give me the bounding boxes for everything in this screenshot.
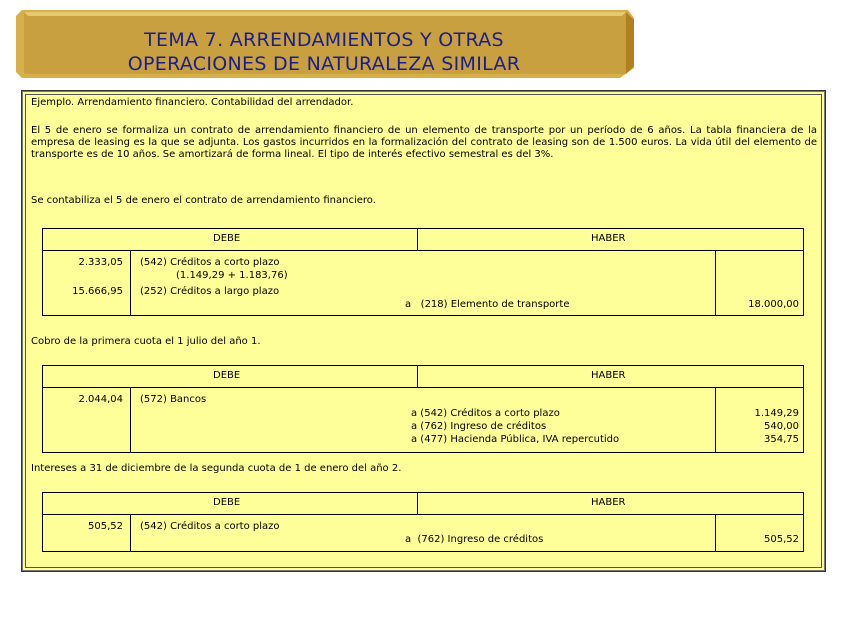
debit-account: (542) Créditos a corto plazo — [140, 521, 280, 532]
table-header — [43, 229, 803, 251]
journal-table-2 — [42, 365, 804, 453]
debit-detail: (1.149,29 + 1.183,76) — [176, 270, 288, 281]
haber-header: HABER — [591, 497, 626, 508]
debit-account: (572) Bancos — [140, 394, 207, 405]
table-header — [43, 493, 803, 515]
debe-header: DEBE — [213, 370, 241, 381]
page-title: TEMA 7. ARRENDAMIENTOS Y OTRAS OPERACIONES DE NATURALEZA SIMILAR — [127, 29, 521, 75]
credit-amount: 540,00 — [764, 421, 799, 432]
credit-amount: 1.149,29 — [754, 408, 799, 419]
credit-amount: 18.000,00 — [748, 299, 799, 310]
credit-amount: 505,52 — [764, 534, 799, 545]
example-heading: Ejemplo. Arrendamiento financiero. Contabilidad del arrendador. — [31, 97, 354, 108]
credit-account: a (218) Elemento de transporte — [405, 299, 570, 310]
debit-account: (252) Créditos a largo plazo — [140, 286, 280, 297]
haber-header: HABER — [591, 233, 626, 244]
title-banner — [14, 8, 634, 78]
credit-account: a (762) Ingreso de créditos — [411, 421, 547, 432]
example-paragraph: El 5 de enero se formaliza un contrato de arrendamiento financiero de un elemento de transporte por un período de 6 años. La tabla financiera de la empresa de leasing es la que se adjunta. Los gastos incurridos en la formalización del contrato de leasing son de 1.500 euros. La vida útil del elemento de transporte es de 10 años. Se amortizará de forma lineal. El tipo de interés efectivo semestral es del 3%. — [31, 125, 817, 160]
debit-amount: 505,52 — [88, 521, 123, 532]
table-header — [43, 366, 803, 388]
journal-table-3 — [42, 492, 804, 552]
debe-header: DEBE — [213, 233, 241, 244]
intro-text-3: Intereses a 31 de diciembre de la segunda cuota de 1 de enero del año 2. — [31, 463, 402, 474]
debit-account: (542) Créditos a corto plazo — [140, 257, 280, 268]
credit-account: a (477) Hacienda Pública, IVA repercutido — [411, 434, 620, 445]
credit-account: a (542) Créditos a corto plazo — [411, 408, 560, 419]
debit-amount: 2.044,04 — [78, 394, 123, 405]
debit-amount: 15.666,95 — [72, 286, 123, 297]
intro-text-2: Cobro de la primera cuota el 1 julio del año 1. — [31, 336, 261, 347]
debit-amount: 2.333,05 — [78, 257, 123, 268]
debe-header: DEBE — [213, 497, 241, 508]
journal-table-1 — [42, 228, 804, 316]
haber-header: HABER — [591, 370, 626, 381]
credit-account: a (762) Ingreso de créditos — [405, 534, 544, 545]
credit-amount: 354,75 — [764, 434, 799, 445]
intro-text-1: Se contabiliza el 5 de enero el contrato de arrendamiento financiero. — [31, 195, 376, 206]
